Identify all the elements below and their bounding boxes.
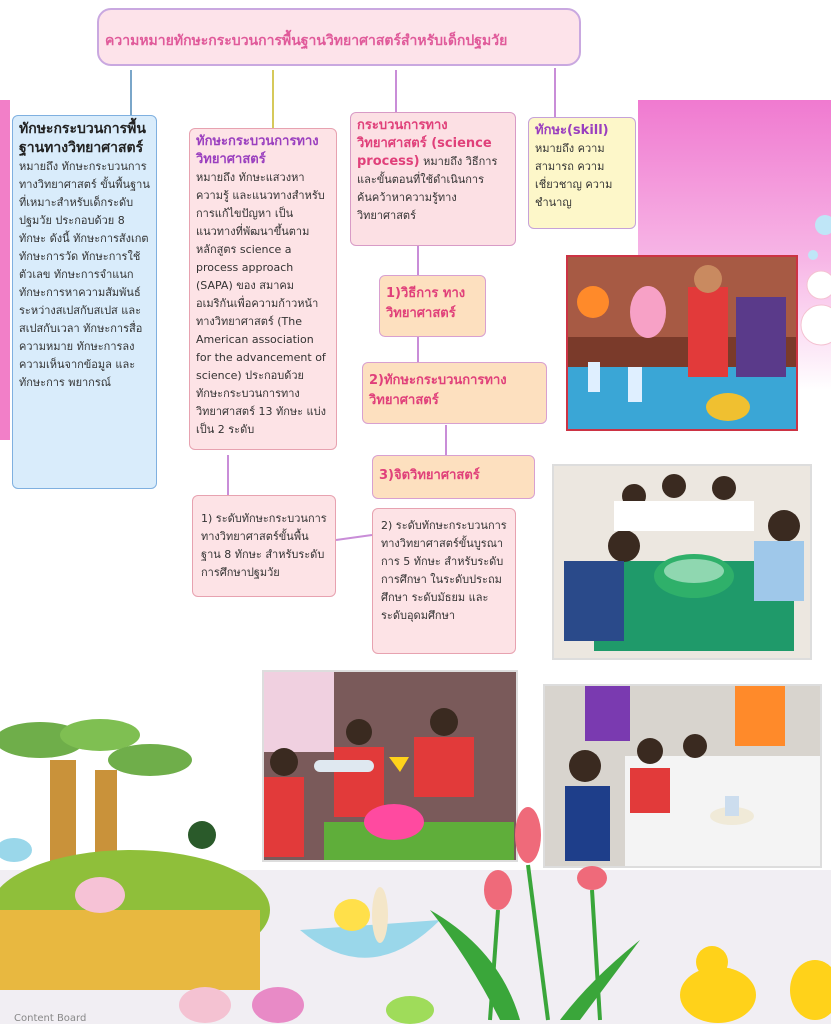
skill-body: หมายถึง ความสามารถ ความเชี่ยวชาญ ความชำนาญ [535,142,613,209]
basic-skill-heading: ทักษะกระบวนการพื้นฐานทางวิทยาศาสตร์ [19,121,146,156]
basic-skill-box [12,115,157,489]
level-1-box: 1) ระดับทักษะกระบวนการทางวิทยาศาสตร์ขั้นพื้นฐาน 8 ทักษะ สำหรับระดับการศึกษาปฐมวัย [192,495,336,597]
photo-2-drawing [554,466,810,658]
level-2-box: 2) ระดับทักษะกระบวนการทางวิทยาศาสตร์ขั้นบูรณาการ 5 ทักษะ สำหรับระดับการศึกษา ในระดับประถมศึกษา ระดับมัธยม และระดับอุดมศึกษา [372,508,516,654]
skill-heading: ทักษะ(skill) [535,123,609,138]
science-process-heading: กระบวนการทางวิทยาศาสตร์ (science process) [357,118,492,169]
science-process-skill-heading: ทักษะกระบวนการทางวิทยาศาสตร์ [196,134,319,167]
science-process-body: หมายถึง วิธีการและขั้นตอนที่ใช้ดำเนินการค้นคว้าหาความรู้ทางวิทยาศาสตร์ [357,155,498,222]
decorative-snowman [795,195,831,405]
science-process-skill-box [189,128,337,450]
photo-1-drawing [568,257,796,429]
step-1-box: 1)วิธีการ ทางวิทยาศาสตร์ [379,275,486,337]
science-process-box [350,112,516,246]
basic-skill-body: หมายถึง ทักษะกระบวนการทางวิทยาศาสตร์ ขั้นพื้นฐานที่เหมาะสำหรับเด็กระดับปฐมวัย ประกอบด้วย 8 ทักษะ ดังนี้ ทักษะการสังเกต ทักษะการวัด ทักษะการใช้ตัวเลข ทักษะการจำแนก ทักษะการหาความสัมพันธ์ระหว่างสเปสกับสเปส และสเปสกับเวลา ทักษะการสื่อความหมาย ทักษะการลงความเห็นจากข้อมูล และทักษะการ พยากรณ์ [19,160,150,389]
step-3-box: 3)จิตวิทยาศาสตร์ [372,455,535,499]
science-process-skill-body: หมายถึง ทักษะแสวงหาความรู้ และแนวทางสำหรับการแก้ไขปัญหา เป็นแนวทางที่พัฒนาขึ้นตามหลักสูตร science a process approach (SAPA) ของ สมาคมอเมริกันเพื่อความก้าวหน้าทางวิทยาศาสตร์ (The American association for the advancement of science) ประกอบด้วยทักษะกระบวนการทางวิทยาศาสตร์ 13 ทักษะ แบ่งเป็น 2 ระดับ [196,171,326,436]
photo-children-water-basin [552,464,812,660]
decorative-cartoon-scene [0,700,831,1024]
page-title: ความหมายทักษะกระบวนการพื้นฐานวิทยาศาสตร์สำหรับเด็กปฐมวัย [97,8,581,66]
step-2-box: 2)ทักษะกระบวนการทางวิทยาศาสตร์ [362,362,547,424]
skill-box [528,117,636,229]
photo-children-experiment-table [566,255,798,431]
footer-caption: Content Board [14,1013,87,1024]
